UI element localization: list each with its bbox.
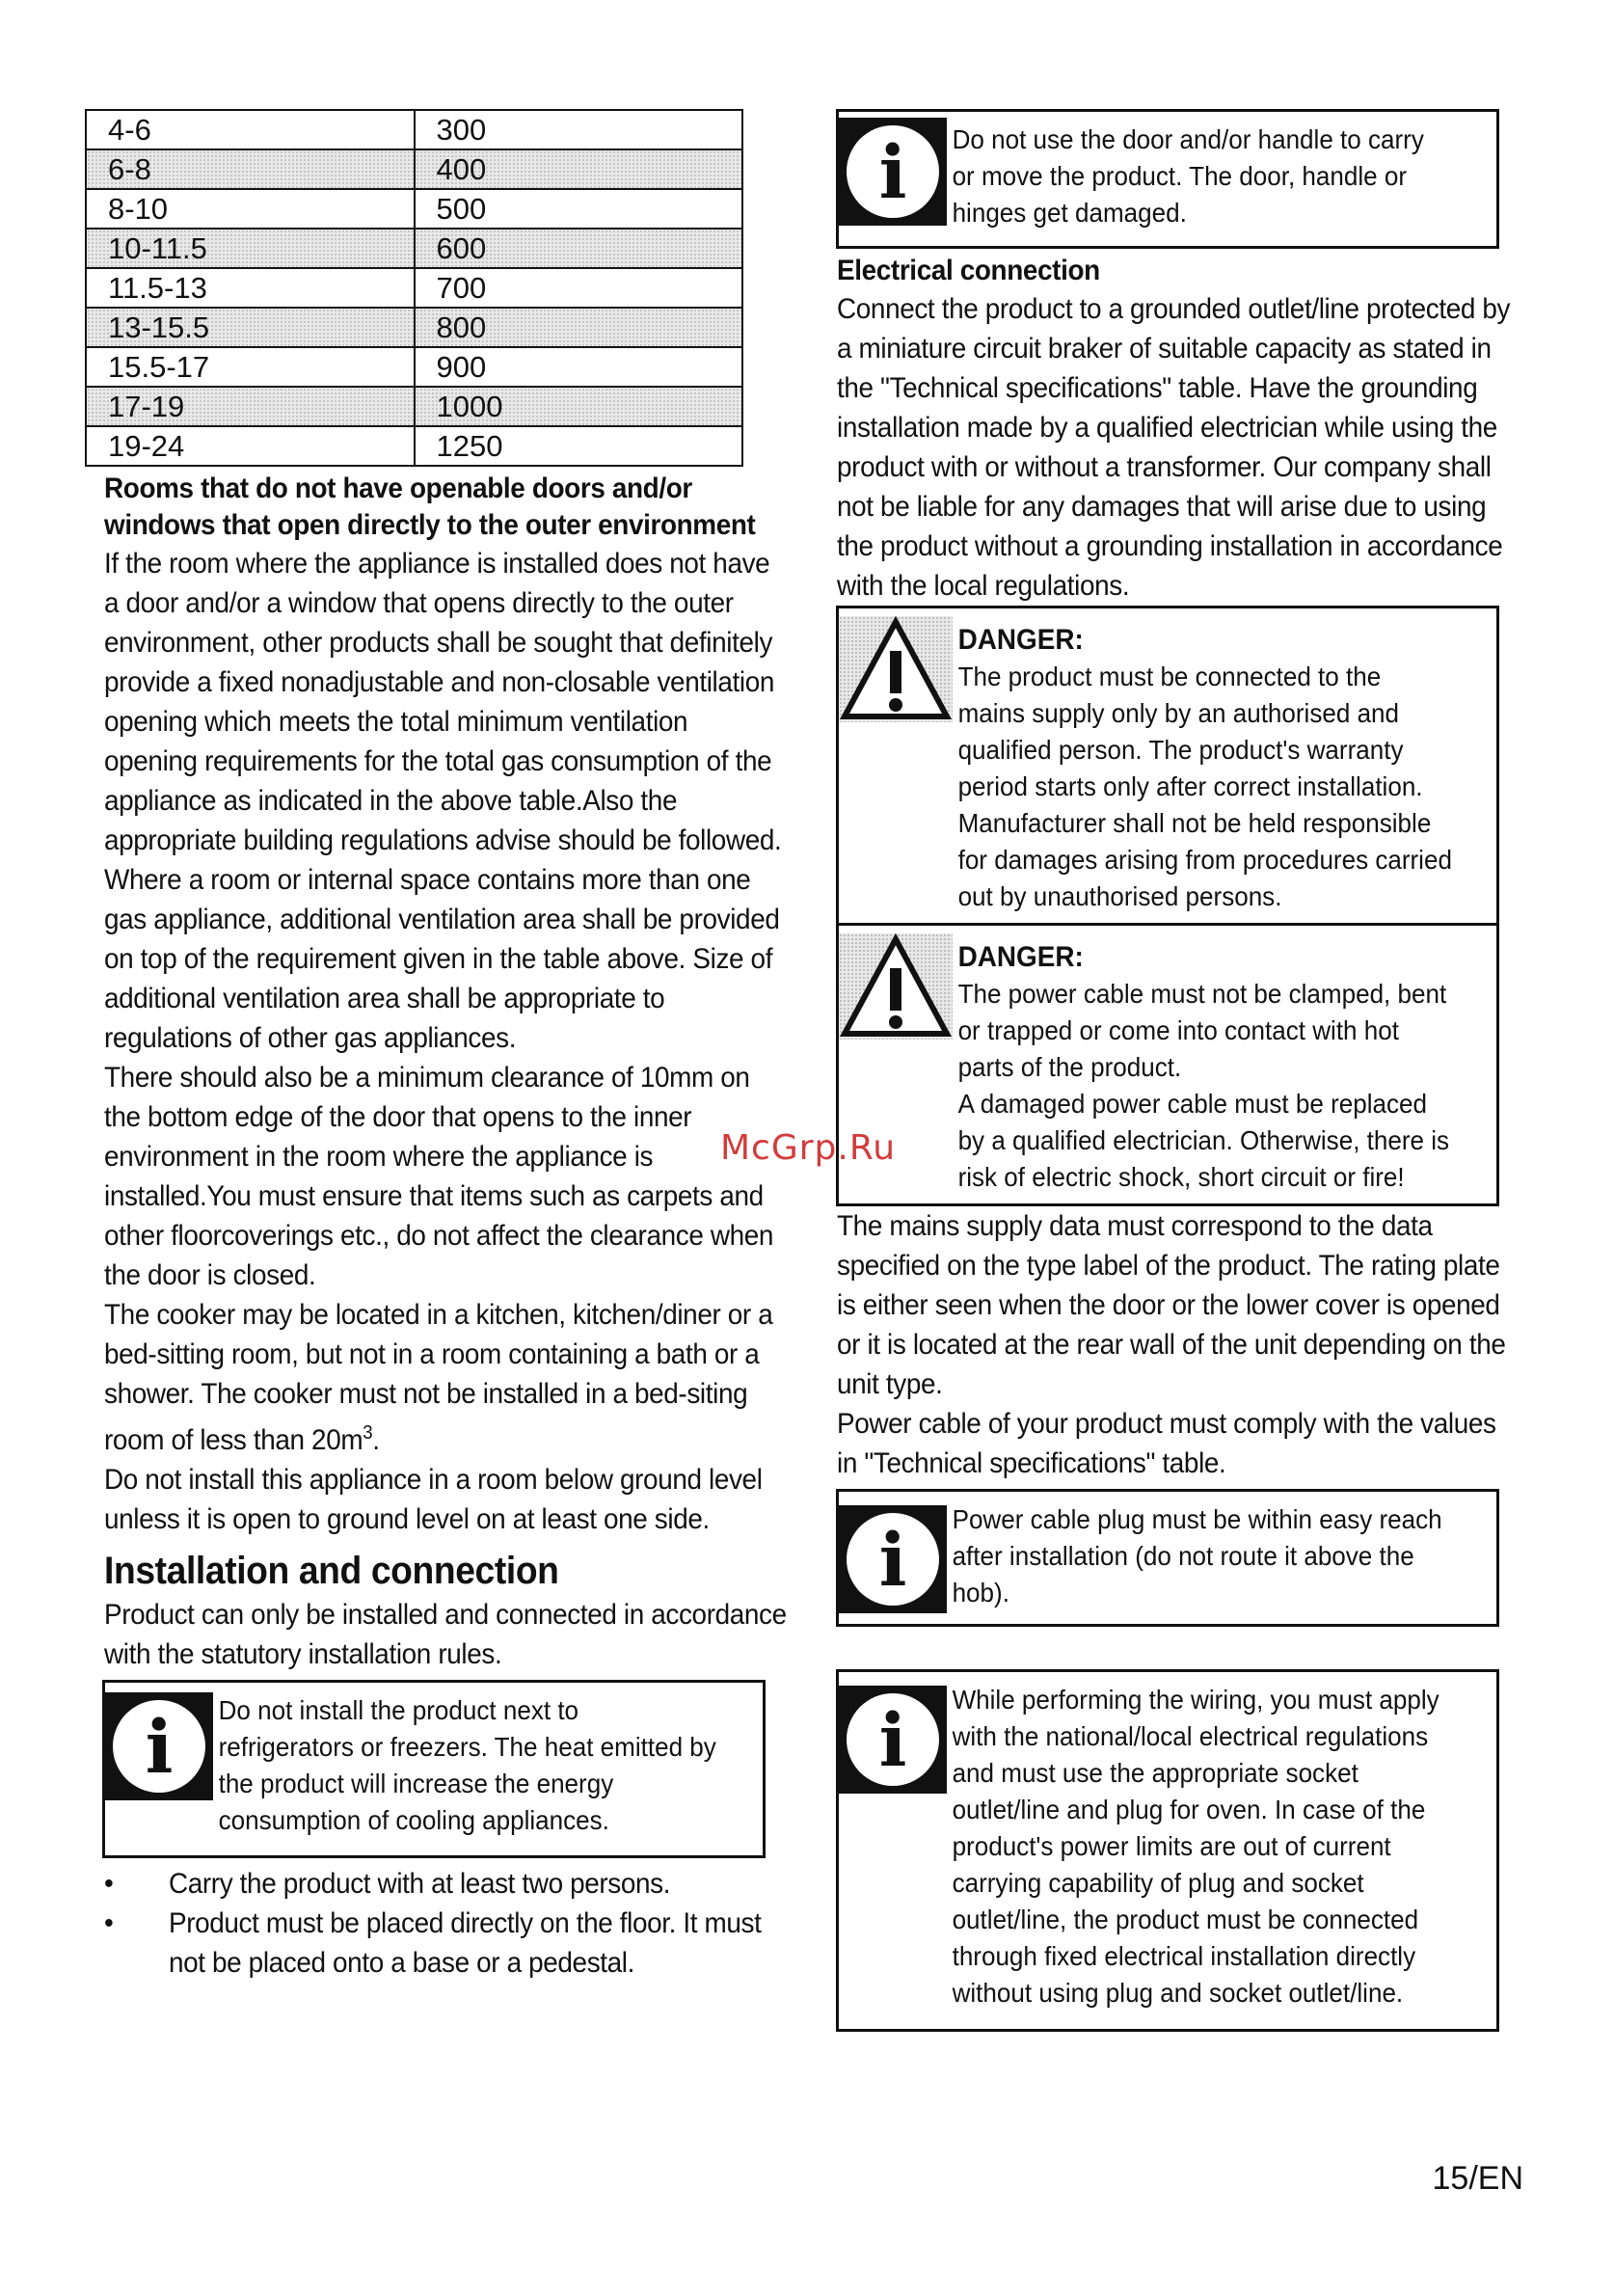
- paragraph: Product can only be installed and connected in accordance with the statutory installation rules.: [104, 1599, 787, 1670]
- info-box: [836, 1669, 1499, 2032]
- paragraph: Connect the product to a grounded outlet/line protected by a miniature circuit braker of suitable capacity as stated in the "Technical specifications" table. Have the grounding installation made by a qualified electrician while using the product with or without a transformer. Our company shall not be liable for any damages that will arise due to using the product without a grounding installation in accordance with the local regulations.: [837, 293, 1511, 602]
- paragraph-text: The cooker may be located in a kitchen, kitchen/diner or a bed-sitting room, but not in a room containing a bath or a shower. The cooker must not be installed in a bed-siting room of less than 20m: [104, 1299, 773, 1456]
- danger-paragraph: A damaged power cable must be replaced by a qualified electrician. Otherwise, there is risk of electric shock, short circuit or fire!: [957, 1089, 1450, 1192]
- paragraph: [104, 1295, 788, 1460]
- paragraph: There should also be a minimum clearance of 10mm on the bottom edge of the door that opens to the inner environment in the room where the appliance is installed.You must ensure that items such as carpets and other floorcoverings etc., do not affect the clearance when the door is closed.: [104, 1062, 774, 1291]
- range-cell: 8-10: [86, 189, 415, 229]
- left-column: [104, 109, 791, 1983]
- info-box: [102, 1680, 766, 1858]
- paragraph: The mains supply data must correspond to the data specified on the type label of the product. The rating plate is either seen when the door or the lower cover is opened or it is located at the rear wall of the unit depending on the unit type.: [837, 1210, 1506, 1400]
- table-row: [86, 426, 742, 466]
- value-cell: 900: [415, 347, 743, 387]
- table-row: [86, 268, 742, 308]
- value-cell: 600: [415, 229, 743, 268]
- table-row: [86, 308, 742, 347]
- info-icon: i: [105, 1692, 213, 1800]
- installation-heading: Installation and connection: [104, 1550, 559, 1592]
- danger-paragraph: The product must be connected to the mains supply only by an authorised and qualified person. The product's warranty period starts only after correct installation.: [957, 662, 1423, 801]
- paragraph: Power cable of your product must comply with the values in "Technical specifications" table.: [837, 1408, 1496, 1479]
- warning-triangle-icon: [839, 933, 953, 1040]
- danger-title: DANGER:: [957, 941, 1084, 973]
- page-number: 15/EN: [1432, 2160, 1523, 2197]
- paragraph: Do not install this appliance in a room below ground level unless it is open to ground level on at least one side.: [104, 1464, 763, 1535]
- list-item: • Product must be placed directly on the floor. It must not be placed onto a base or a pedestal.: [104, 1904, 788, 1983]
- range-cell: 4-6: [86, 110, 415, 149]
- warning-triangle-icon: [839, 616, 953, 722]
- value-cell: 1250: [415, 426, 743, 466]
- danger-box: [836, 606, 1499, 1206]
- info-icon: i: [839, 118, 947, 226]
- table-row: [86, 387, 742, 426]
- value-cell: 400: [415, 149, 743, 189]
- danger-paragraph: Manufacturer shall not be held responsible for damages arising from procedures carried out by unauthorised persons.: [957, 808, 1452, 911]
- table-row: [86, 347, 742, 387]
- electrical-heading: Electrical connection: [837, 255, 1100, 286]
- danger-text: [953, 608, 1459, 923]
- value-cell: 700: [415, 268, 743, 308]
- value-cell: 300: [415, 110, 743, 149]
- paragraph: If the room where the appliance is installed does not have a door and/or a window that opens directly to the outer environment, other products shall be sought that definitely provide a fixed nonadjustable and non-closable ventilation opening which meets the total minimum ventilation opening requirements for the total gas consumption of the appliance as indicated in the above table.Also the appropriate building regulations advise should be followed.: [104, 548, 782, 856]
- bullet-list: [104, 1864, 788, 1983]
- table-row: [86, 189, 742, 229]
- paragraph-end: .: [372, 1424, 380, 1456]
- info-text: While performing the wiring, you must apply with the national/local electrical regulations and must use the appropriate socket outlet/line and plug for oven. In case of the product's power limits are out of current carrying capability of plug and socket outlet/line, the product must be connected through fixed electrical installation directly without using plug and socket outlet/line.: [952, 1685, 1439, 2008]
- watermark: McGrp.Ru: [720, 1128, 897, 1168]
- table-row: [86, 149, 742, 189]
- info-text: Power cable plug must be within easy reach after installation (do not route it above the hob).: [952, 1504, 1442, 1607]
- danger-section: [839, 923, 1496, 1203]
- danger-paragraph: The power cable must not be clamped, bent or trapped or come into contact with hot parts of the product.: [957, 979, 1447, 1082]
- table-row: [86, 110, 742, 149]
- info-icon: i: [839, 1505, 947, 1613]
- info-icon: i: [839, 1686, 947, 1794]
- range-cell: 15.5-17: [86, 347, 415, 387]
- superscript: 3: [363, 1422, 373, 1444]
- info-text: Do not install the product next to refrigerators or freezers. The heat emitted by the product will increase the energy consumption of cooling appliances.: [218, 1695, 716, 1835]
- range-cell: 19-24: [86, 426, 415, 466]
- range-cell: 6-8: [86, 149, 415, 189]
- table-row: [86, 229, 742, 268]
- info-box: [836, 1489, 1499, 1627]
- rooms-heading: Rooms that do not have openable doors and/or windows that open directly to the outer environment: [104, 473, 756, 541]
- value-cell: 500: [415, 189, 743, 229]
- range-cell: 11.5-13: [86, 268, 415, 308]
- value-cell: 800: [415, 308, 743, 347]
- danger-section: [839, 608, 1496, 923]
- range-cell: 13-15.5: [86, 308, 415, 347]
- danger-title: DANGER:: [957, 624, 1084, 656]
- value-cell: 1000: [415, 387, 743, 426]
- danger-text: [953, 926, 1459, 1203]
- list-item: • Carry the product with at least two persons.: [104, 1864, 788, 1904]
- ventilation-table: [85, 109, 743, 467]
- paragraph: Where a room or internal space contains more than one gas appliance, additional ventilation area shall be provided on top of the requirement given in the table above. Size of additional ventilation area shall be appropriate to regulations of other gas appliances.: [104, 864, 780, 1054]
- range-cell: 10-11.5: [86, 229, 415, 268]
- info-text: Do not use the door and/or handle to carry or move the product. The door, handle or hinges get damaged.: [952, 124, 1424, 228]
- info-box: [836, 109, 1499, 249]
- range-cell: 17-19: [86, 387, 415, 426]
- right-column: [837, 109, 1523, 2032]
